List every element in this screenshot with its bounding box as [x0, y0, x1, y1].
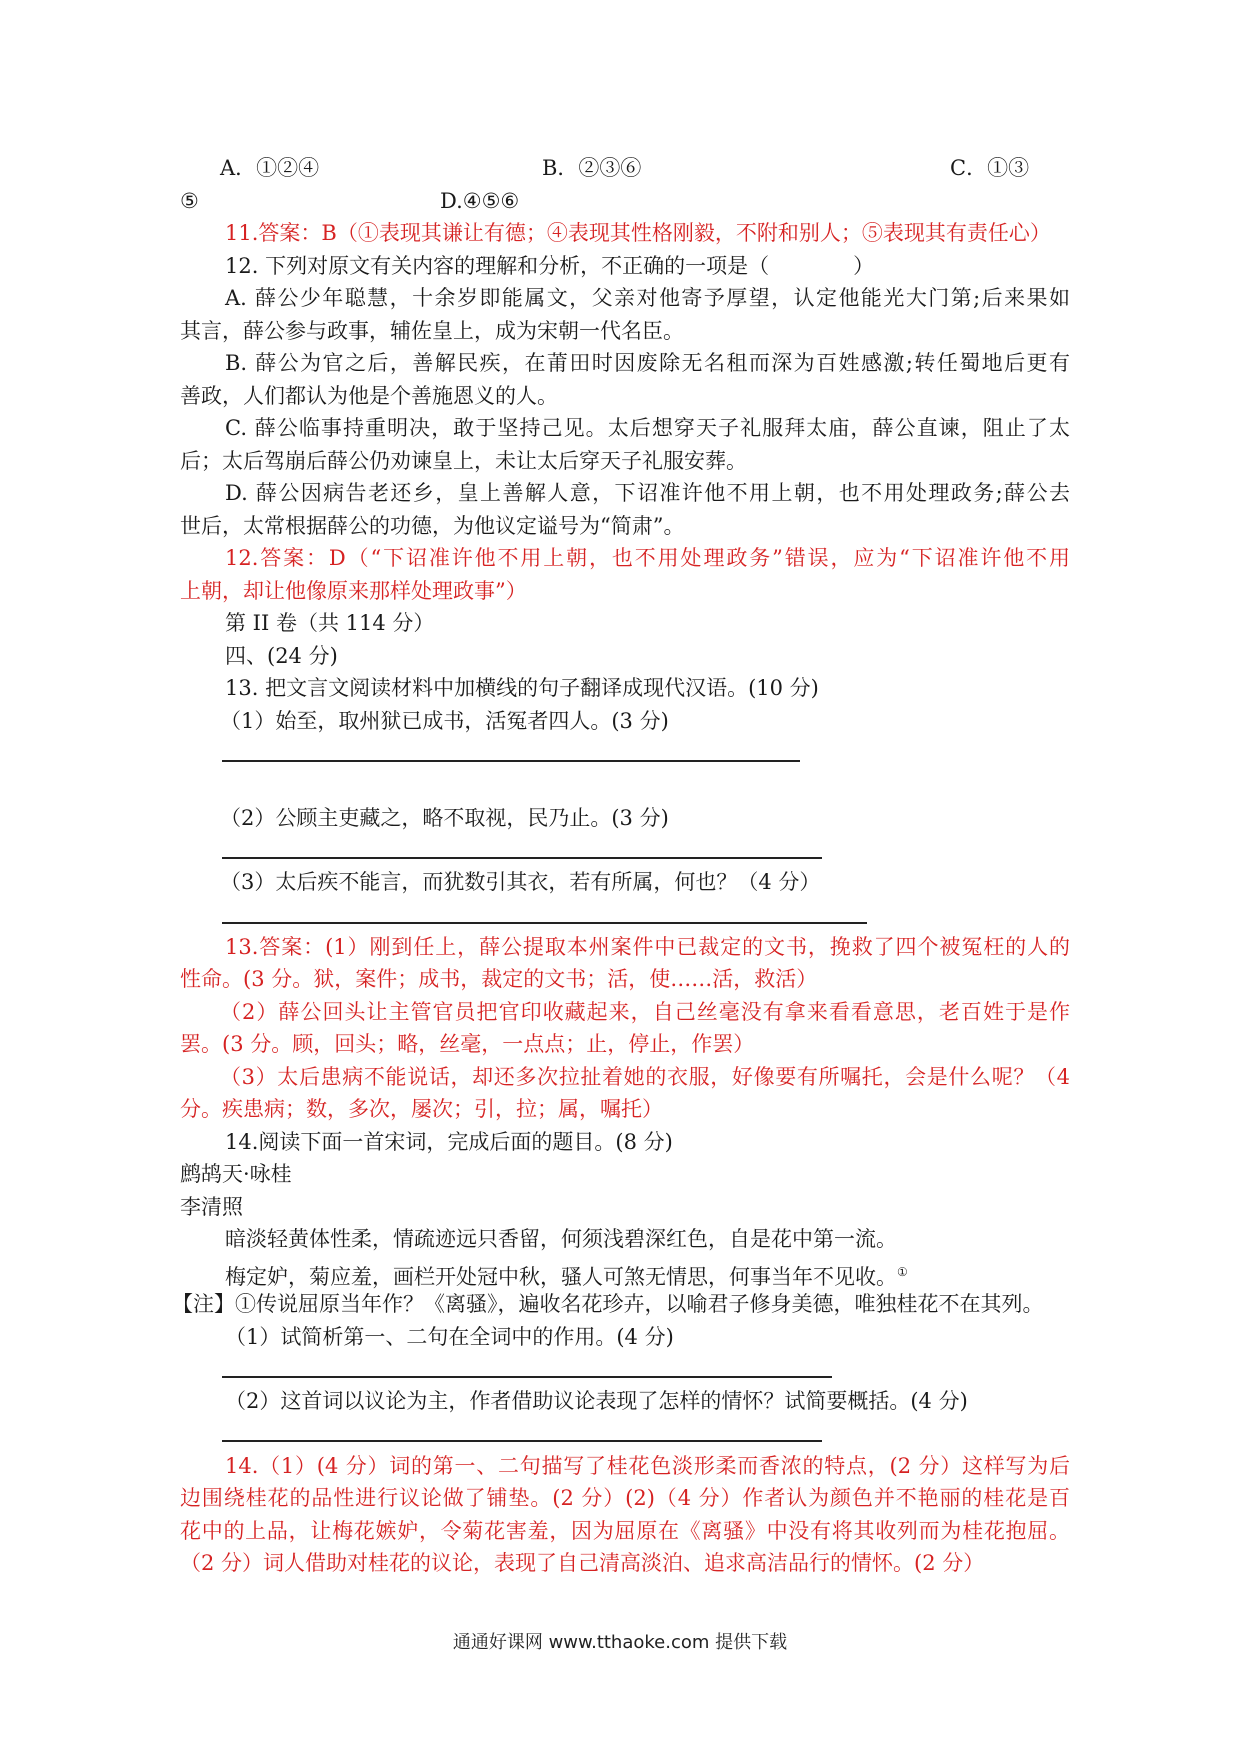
q13-answer-3-line1: （3）太后患病不能说话，却还多次拉扯着她的衣服，好像要有所嘱托，会是什么呢？（4 — [220, 1065, 1070, 1089]
q12-option-c-line1: C. 薛公临事持重明决，敢于坚持己见。太后想穿天子礼服拜太庙，薛公直谏，阻止了太 — [225, 416, 1070, 440]
poem-line-2: 梅定妒，菊应羞，画栏开处冠中秋，骚人可煞无情思，何事当年不见收。① — [225, 1265, 908, 1289]
answer-line — [222, 1440, 822, 1442]
q12-option-d-line1: D. 薛公因病告老还乡，皇上善解人意，下诏准许他不用上朝，也不用处理政务;薛公去 — [225, 481, 1070, 505]
poem-note: 【注】①传说屈原当年作？《离骚》，遍收名花珍卉，以喻君子修身美德，唯独桂花不在其列。 — [172, 1292, 1044, 1316]
option-b: B．②③⑥ — [542, 156, 642, 180]
q12-question: 12. 下列对原文有关内容的理解和分析，不正确的一项是（ ） — [225, 254, 875, 278]
q14-answer-line2: 边围绕桂花的品性进行议论做了铺垫。(2 分）(2)（4 分）作者认为颜色并不艳丽的桂花是百 — [180, 1486, 1070, 1510]
q13-sentence-2: （2）公顾主吏藏之，略不取视，民乃止。(3 分) — [220, 806, 669, 830]
page-footer: 通通好课网 www.tthaoke.com 提供下载 — [452, 1632, 788, 1653]
q12-option-a-line2: 其言，薛公参与政事，辅佐皇上，成为宋朝一代名臣。 — [180, 319, 684, 343]
section-four: 四、(24 分) — [225, 644, 338, 668]
q12-option-c-line2: 后；太后驾崩后薛公仍劝谏皇上，未让太后穿天子礼服安葬。 — [180, 449, 747, 473]
q14-answer-line3: 花中的上品，让梅花嫉妒，令菊花害羞，因为屈原在《离骚》中没有将其收列而为桂花抱屈。 — [180, 1519, 1070, 1543]
option-c: C．①③ — [950, 156, 1030, 180]
q13-answer-2-line2: 罢。(3 分。顾，回头；略，丝毫，一点点；止，停止，作罢） — [180, 1032, 755, 1056]
option-d: D.④⑤⑥ — [440, 189, 520, 213]
q14-question: 14.阅读下面一首宋词，完成后面的题目。(8 分) — [225, 1130, 673, 1154]
q12-option-d-line2: 世后，太常根据薛公的功德，为他议定谥号为“简肃”。 — [180, 514, 685, 538]
q14-sub-1: （1）试简析第一、二句在全词中的作用。(4 分) — [225, 1325, 674, 1349]
q12-option-b-line1: B. 薛公为官之后，善解民疾，在莆田时因废除无名租而深为百姓感激;转任蜀地后更有 — [225, 351, 1070, 375]
section-heading: 第 II 卷（共 114 分） — [225, 611, 435, 635]
poem-line-1: 暗淡轻黄体性柔，情疏迹远只香留，何须浅碧深红色，自是花中第一流。 — [225, 1227, 897, 1251]
q13-answer-1-line2: 性命。(3 分。狱，案件；成书，裁定的文书；活，使……活，救活） — [180, 967, 818, 991]
q12-answer-line1: 12.答案：D（“下诏准许他不用上朝，也不用处理政务”错误，应为“下诏准许他不用 — [225, 546, 1070, 570]
footnote-mark: ① — [897, 1265, 908, 1279]
answer-line — [222, 1376, 832, 1378]
answer-line — [222, 760, 800, 762]
option-c-cont: ⑤ — [180, 189, 199, 213]
poem-author: 李清照 — [180, 1195, 243, 1219]
answer-line — [222, 857, 822, 859]
poem-title: 鹧鸪天·咏桂 — [180, 1162, 292, 1186]
q13-sentence-1: （1）始至，取州狱已成书，活冤者四人。(3 分) — [220, 709, 669, 733]
answer-line — [222, 922, 867, 924]
q12-option-a-line1: A. 薛公少年聪慧，十余岁即能属文，父亲对他寄予厚望，认定他能光大门第;后来果如 — [225, 286, 1070, 310]
option-a: A．①②④ — [220, 156, 320, 180]
q14-answer-line1: 14.（1）(4 分）词的第一、二句描写了桂花色淡形柔而香浓的特点，(2 分）这样写为后 — [225, 1454, 1070, 1478]
q12-option-b-line2: 善政，人们都认为他是个善施恩义的人。 — [180, 384, 558, 408]
q12-answer-line2: 上朝，却让他像原来那样处理政事”） — [180, 579, 527, 603]
q13-question: 13. 把文言文阅读材料中加横线的句子翻译成现代汉语。(10 分) — [225, 676, 819, 700]
q14-answer-line4: （2 分）词人借助对桂花的议论，表现了自己清高淡泊、追求高洁品行的情怀。(2 分） — [180, 1551, 985, 1575]
q13-answer-2-line1: （2）薛公回头让主管官员把官印收藏起来，自己丝毫没有拿来看看意思，老百姓于是作 — [220, 1000, 1070, 1024]
q13-answer-1-line1: 13.答案：(1）刚到任上，薛公提取本州案件中已裁定的文书，挽救了四个被冤枉的人的 — [225, 935, 1070, 959]
q14-sub-2: （2）这首词以议论为主，作者借助议论表现了怎样的情怀？试简要概括。(4 分) — [225, 1389, 968, 1413]
q11-answer: 11.答案：B（①表现其谦让有德；④表现其性格刚毅，不附和别人；⑤表现其有责任心） — [225, 221, 1051, 245]
q13-answer-3-line2: 分。疾患病；数，多次，屡次；引，拉；属，嘱托） — [180, 1097, 663, 1121]
q13-sentence-3: （3）太后疾不能言，而犹数引其衣，若有所属，何也？（4 分） — [220, 870, 821, 894]
